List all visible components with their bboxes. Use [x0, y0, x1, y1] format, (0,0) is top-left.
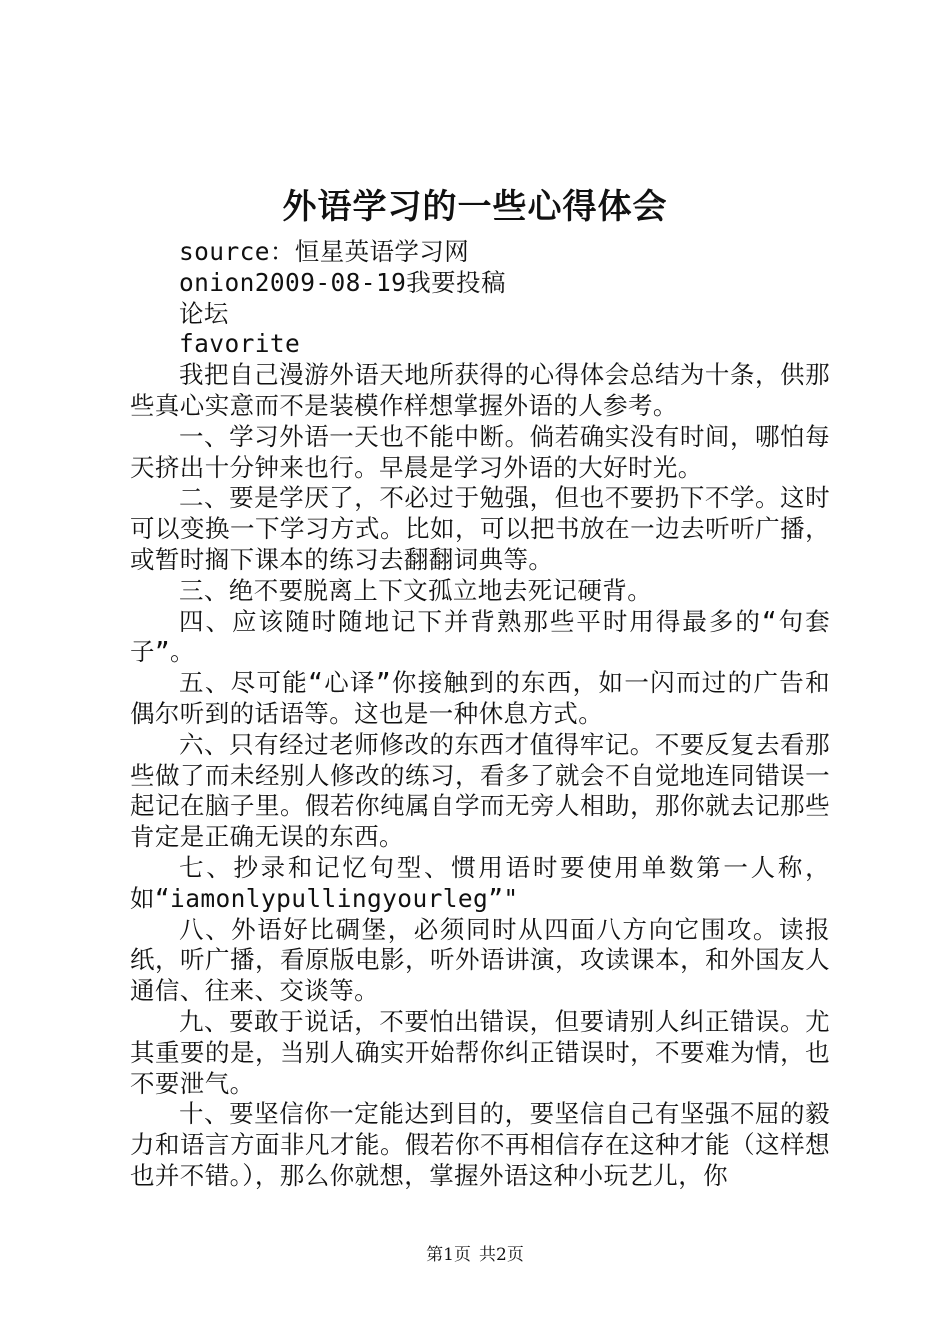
document-body	[130, 237, 830, 1192]
source-line: source：恒星英语学习网	[179, 237, 470, 266]
page-total: 共2页	[479, 1245, 524, 1265]
tip-paragraph-8: 八、外语好比碉堡，必须同时从四面八方向它围攻。读报纸，听广播，看原版电影，听外语讲演，攻读课本，和外国友人通信、往来、交谈等。	[130, 914, 830, 1006]
tip-paragraph-4: 四、应该随时随地记下并背熟那些平时用得最多的“句套子”。	[130, 606, 830, 667]
tip-paragraph-1: 一、学习外语一天也不能中断。倘若确实没有时间，哪怕每天挤出十分钟来也行。早晨是学习外语的大好时光。	[130, 421, 830, 482]
tip-paragraph-9: 九、要敢于说话，不要怕出错误，但要请别人纠正错误。尤其重要的是，当别人确实开始帮你纠正错误时，不要难为情，也不要泄气。	[130, 1006, 830, 1098]
page-number: 第1页	[426, 1245, 471, 1265]
tip-paragraph-6: 六、只有经过老师修改的东西才值得牢记。不要反复去看那些做了而未经别人修改的练习，看多了就会不自觉地连同错误一起记在脑子里。假若你纯属自学而无旁人相助，那你就去记那些肯定是正确无误的东西。	[130, 729, 830, 852]
forum-line: 论坛	[179, 298, 229, 328]
tip-paragraph-10: 十、要坚信你一定能达到目的，要坚信自己有坚强不屈的毅力和语言方面非凡才能。假若你不再相信存在这种才能（这样想也并不错。），那么你就想，掌握外语这种小玩艺儿，你	[130, 1099, 830, 1190]
tip-paragraph-2: 二、要是学厌了，不必过于勉强，但也不要扔下不学。这时可以变换一下学习方式。比如，可以把书放在一边去听听广播，或暂时搁下课本的练习去翻翻词典等。	[130, 483, 830, 574]
tip-paragraph-3: 三、绝不要脱离上下文孤立地去死记硬背。	[179, 575, 653, 605]
favorite-line: favorite	[179, 329, 301, 359]
author-date-line: onion2009-08-19我要投稿	[179, 267, 506, 297]
page-footer	[0, 1243, 950, 1267]
intro-paragraph: 我把自己漫游外语天地所获得的心得体会总结为十条，供那些真心实意而不是装模作样想掌握外语的人参考。	[130, 360, 830, 420]
tip-paragraph-5: 五、尽可能“心译”你接触到的东西，如一闪而过的广告和偶尔听到的话语等。这也是一种休息方式。	[130, 668, 830, 728]
tip-paragraph-7: 七、抄录和记忆句型、惯用语时要使用单数第一人称，如“iamonlypullingyourleg”"	[130, 852, 830, 913]
document-title: 外语学习的一些心得体会	[282, 187, 668, 227]
